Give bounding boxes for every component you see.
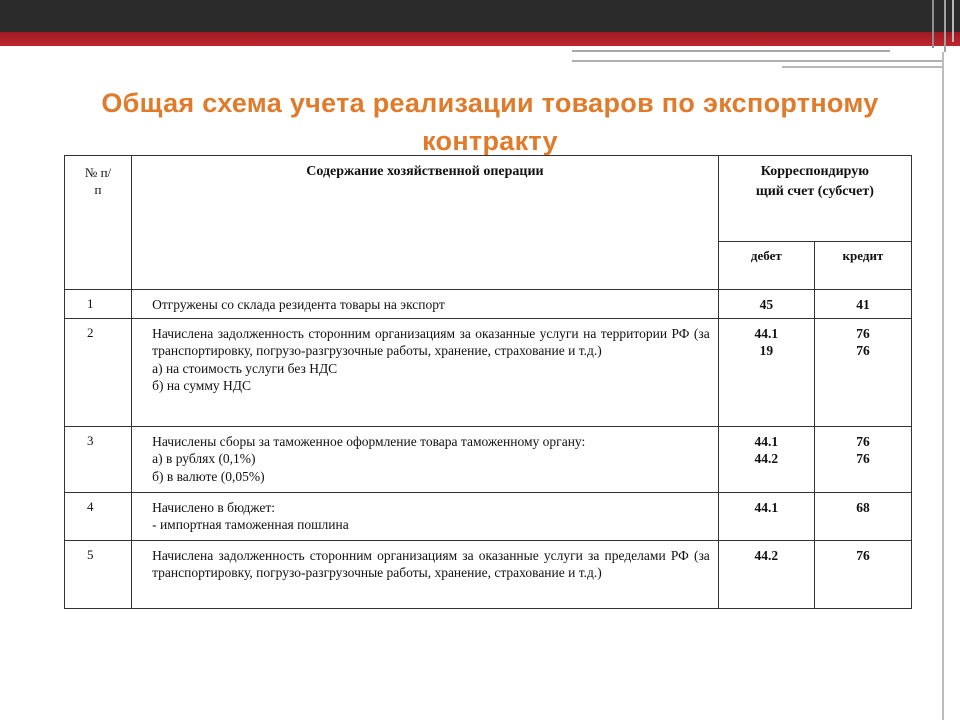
decor-line (572, 50, 890, 52)
row-number: 5 (65, 540, 132, 608)
top-accent-bar (0, 32, 960, 46)
credit-value: 76 (856, 343, 870, 358)
row-credit (814, 540, 911, 608)
slide-frame (942, 52, 944, 720)
operation-text: Начислена задолженность сторонним организациям за оказанные услуги за пределами РФ (за транспортировку, погрузо-разгрузочные работы, хранение, страхование и т.д.) (152, 547, 710, 580)
header-corresponding-account (718, 156, 911, 242)
table-row (65, 492, 912, 540)
operation-text: Начислены сборы за таможенное оформление товара таможенному органу: (152, 433, 586, 449)
row-number: 3 (65, 426, 132, 492)
debit-value: 44.1 (754, 325, 779, 341)
row-number: 1 (65, 290, 132, 319)
row-operation (132, 318, 719, 426)
row-operation (132, 426, 719, 492)
table-row (65, 318, 912, 426)
row-credit (814, 318, 911, 426)
table-row (65, 426, 912, 492)
header-num-line2: п (94, 182, 102, 197)
decor-line (572, 60, 942, 62)
row-credit (814, 426, 911, 492)
debit-value: 19 (759, 343, 774, 358)
decor-line (944, 0, 946, 52)
credit-value: 76 (856, 325, 870, 341)
header-credit: кредит (814, 242, 911, 290)
table-row (65, 290, 912, 319)
row-debit (718, 540, 814, 608)
row-debit (718, 492, 814, 540)
debit-value: 44.2 (754, 451, 779, 466)
header-corr-line2: щий счет (субсчет) (755, 184, 874, 199)
debit-value: 44.1 (754, 433, 779, 449)
debit-value: 44.1 (754, 499, 779, 515)
top-dark-bar (0, 0, 960, 32)
operation-subitem: а) на стоимость услуги без НДС (152, 360, 338, 376)
accounting-table (64, 155, 912, 609)
debit-value: 44.2 (754, 547, 779, 563)
row-credit (814, 290, 911, 319)
operation-text: Начислена задолженность сторонним организациям за оказанные услуги на территории РФ (за транспортировку, погрузо-разгрузочные работы, хранение, страхование и т.д.) (152, 325, 710, 358)
row-debit (718, 318, 814, 426)
credit-value: 76 (856, 433, 870, 449)
debit-value: 45 (759, 297, 774, 312)
header-num-line1: № п/ (84, 165, 112, 180)
row-number: 2 (65, 318, 132, 426)
decor-line (782, 66, 942, 68)
header-operation: Содержание хозяйственной операции (132, 156, 719, 290)
header-corr-line1: Корреспондирую (760, 164, 869, 179)
table-header-row (65, 156, 912, 242)
header-debit: дебет (718, 242, 814, 290)
operation-subitem: б) на сумму НДС (152, 378, 251, 393)
row-operation (132, 492, 719, 540)
table-row (65, 540, 912, 608)
credit-value: 68 (856, 499, 870, 515)
operation-subitem: а) в рублях (0,1%) (152, 451, 256, 466)
operation-text: Отгружены со склада резидента товары на экспорт (152, 297, 445, 312)
row-debit (718, 426, 814, 492)
row-operation (132, 540, 719, 608)
operation-subitem: - импортная таможенная пошлина (152, 517, 349, 532)
decor-line (952, 0, 954, 42)
credit-value: 41 (856, 297, 870, 312)
row-number: 4 (65, 492, 132, 540)
operation-text: Начислено в бюджет: (152, 499, 276, 515)
row-credit (814, 492, 911, 540)
page-title: Общая схема учета реализации товаров по экспортному контракту (101, 88, 879, 156)
header-num (65, 156, 132, 290)
credit-value: 76 (856, 451, 870, 466)
row-debit (718, 290, 814, 319)
row-operation (132, 290, 719, 319)
operation-subitem: б) в валюте (0,05%) (152, 468, 265, 484)
decor-line (932, 0, 934, 48)
credit-value: 76 (856, 547, 870, 563)
